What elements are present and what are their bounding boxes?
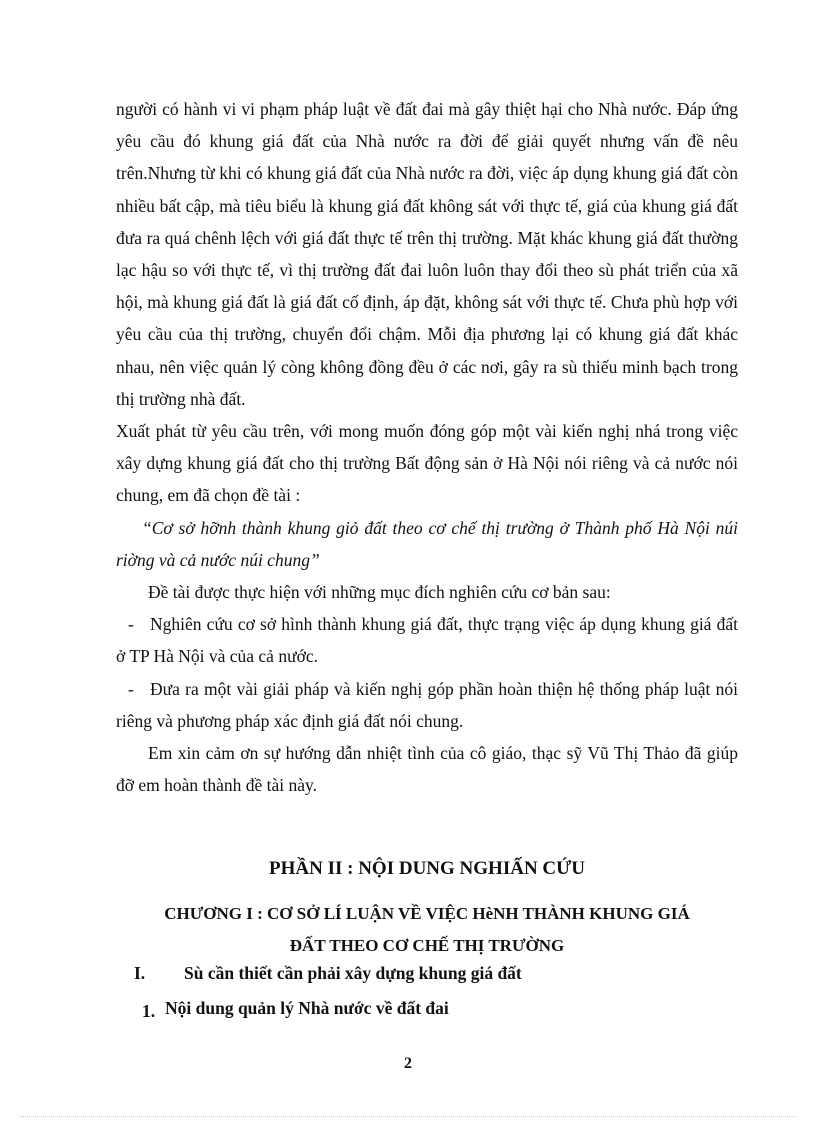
bullet-dash: -	[128, 678, 134, 699]
objective-text-1: Nghiên cứu cơ sở hình thành khung giá đất, thực trạng việc áp dụng khung giá đất ở TP Hà Nội và của cả nước.	[116, 614, 738, 667]
chapter-title-line2: ĐẤT THEO CƠ CHẾ THỊ TRƯỜNG	[289, 936, 565, 955]
objective-text-2: Đưa ra một vài giải pháp và kiến nghị góp phần hoàn thiện hệ thống pháp luật nói riêng và phương pháp xác định giá đất nói chung.	[116, 678, 738, 731]
section-title: Sù cần thiết cần phải xây dựng khung giá đất	[184, 963, 522, 983]
paragraph-objectives: Đề tài được thực hiện với những mục đích nghiên cứu cơ bản sau:	[148, 582, 611, 603]
chapter-title	[116, 898, 738, 962]
subsection-title: Nội dung quản lý Nhà nước về đất đai	[165, 998, 449, 1018]
chapter-title-line1: CHƯƠNG I : CƠ SỞ LÍ LUẬN VỀ VIỆC HèNH THÀNH KHUNG GIÁ	[164, 904, 690, 923]
paragraph-acknowledgement: Em xin cảm ơn sự hướng dẫn nhiệt tình của cô giáo, thạc sỹ Vũ Thị Thảo đã giúp đỡ em hoàn thành đề tài này.	[116, 743, 738, 796]
body-text	[116, 93, 738, 801]
page-bottom-edge	[20, 1116, 796, 1117]
bullet-dash: -	[128, 614, 134, 635]
objective-item-1	[116, 608, 738, 672]
paragraph-intro: người có hành vi vi phạm pháp luật về đất đai mà gây thiệt hại cho Nhà nước. Đáp ứng yêu cầu đó khung giá đất của Nhà nước ra đời để giải quyết nhưng vấn đề nêu trên.Nhưng từ khi có khung giá đất của Nhà nước ra đời, việc áp dụng khung giá đất còn nhiều bất cập, mà tiêu biểu là khung giá đất không sát với thực tế, giá của khung giá đất đưa ra quá chênh lệch với giá đất thực tế trên thị trường. Mặt khác khung giá đất thường lạc hậu so với thực tế, vì thị trường đất đai luôn luôn thay đổi theo sù phát triển của xã hội, mà khung giá đất là giá đất cố định, áp đặt, không sát với thực tế. Chưa phù hợp với yêu cầu của thị trường, chuyển đổi chậm. Mỗi địa phương lại có khung giá đất khác nhau, nên việc quản lý còng không đồng đều ở các nơi, gây ra sù thiếu minh bạch trong thị trường nhà đất.	[116, 99, 738, 409]
page-number: 2	[404, 1055, 412, 1072]
subsection-number: 1.	[142, 1001, 156, 1021]
section-number: I.	[134, 963, 146, 983]
part-title: PHẦN II : NỘI DUNG NGHIẤN CỨU	[269, 858, 585, 879]
paragraph-motivation: Xuất phát từ yêu cầu trên, với mong muốn đóng góp một vài kiến nghị nhá trong việc xây dựng khung giá đất cho thị trường Bất động sản ở Hà Nội nói riêng và cả nước nói chung, em đã chọn đề tài :	[116, 421, 738, 506]
objective-item-2	[116, 673, 738, 737]
thesis-title-quote: “Cơ sở hỡnh thành khung giỏ đất theo cơ chế thị trường ở Thành phố Hà Nội núi riờng và cả nước núi chung”	[116, 517, 738, 570]
